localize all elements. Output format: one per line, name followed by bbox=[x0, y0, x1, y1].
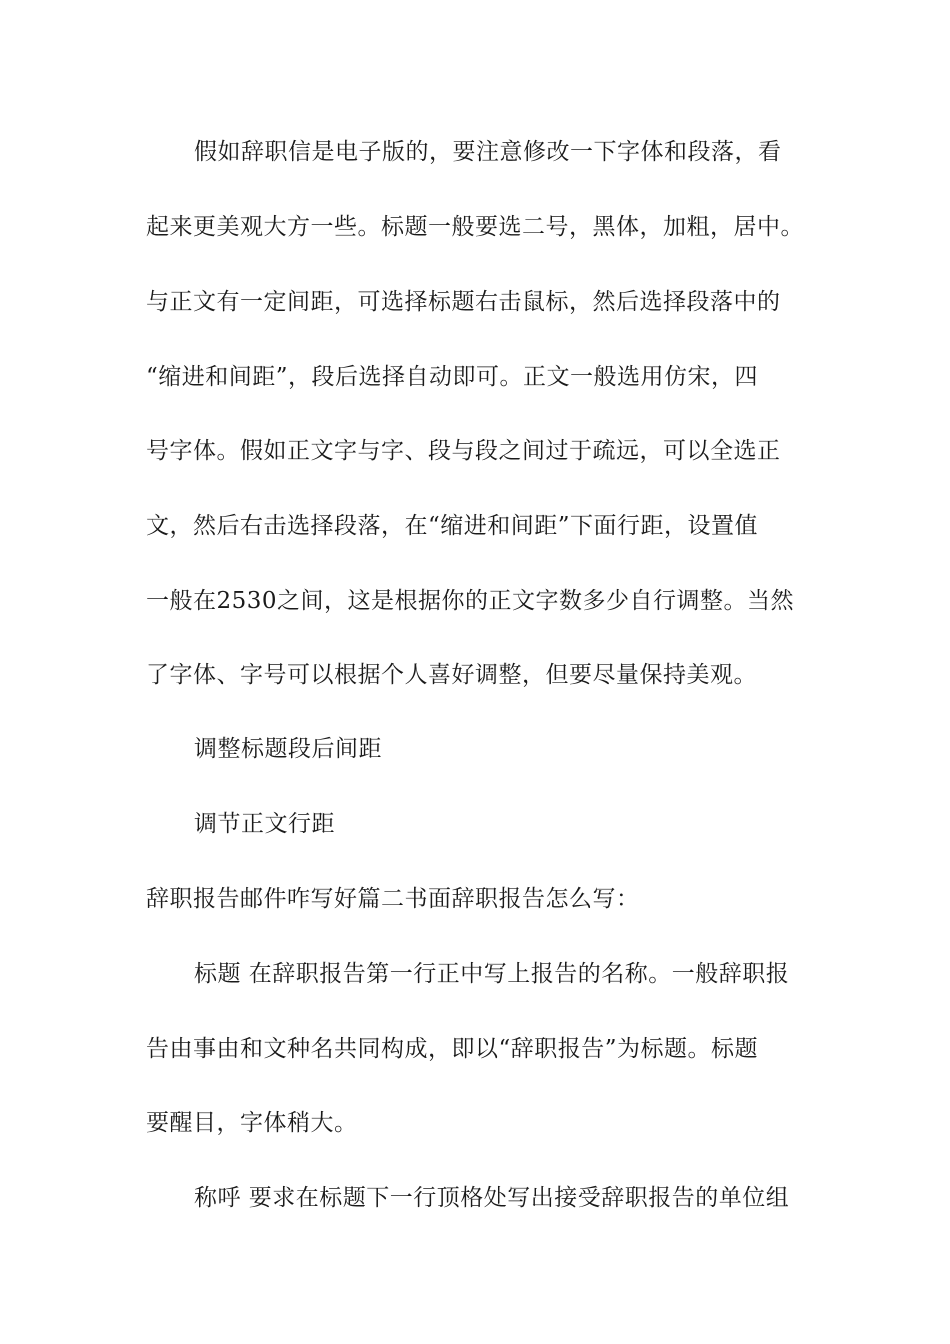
text-line: 调整标题段后间距 bbox=[194, 736, 382, 762]
text-line: 一般在2530之间，这是根据你的正文字数多少自行调整。当然 bbox=[146, 588, 795, 614]
text-line: 文，然后右击选择段落，在“缩进和间距”下面行距，设置值 bbox=[146, 513, 759, 539]
text-line: 要醒目，字体稍大。 bbox=[146, 1110, 358, 1136]
text-line: 调节正文行距 bbox=[194, 811, 335, 837]
text-line: 标题 在辞职报告第一行正中写上报告的名称。一般辞职报 bbox=[194, 961, 790, 987]
text-line: “缩进和间距”，段后选择自动即可。正文一般选用仿宋，四 bbox=[146, 364, 759, 390]
text-line: 假如辞职信是电子版的，要注意修改一下字体和段落，看 bbox=[194, 139, 782, 165]
text-line: 了字体、字号可以根据个人喜好调整，但要尽量保持美观。 bbox=[146, 662, 757, 688]
text-line: 与正文有一定间距，可选择标题右击鼠标，然后选择段落中的 bbox=[146, 289, 781, 315]
text-line: 起来更美观大方一些。标题一般要选二号，黑体，加粗，居中。 bbox=[146, 214, 804, 240]
text-line: 称呼 要求在标题下一行顶格处写出接受辞职报告的单位组 bbox=[194, 1185, 790, 1211]
section-heading: 辞职报告邮件咋写好篇二书面辞职报告怎么写： bbox=[146, 886, 640, 912]
text-line: 告由事由和文种名共同构成，即以“辞职报告”为标题。标题 bbox=[146, 1036, 759, 1062]
text-line: 号字体。假如正文字与字、段与段之间过于疏远，可以全选正 bbox=[146, 438, 781, 464]
